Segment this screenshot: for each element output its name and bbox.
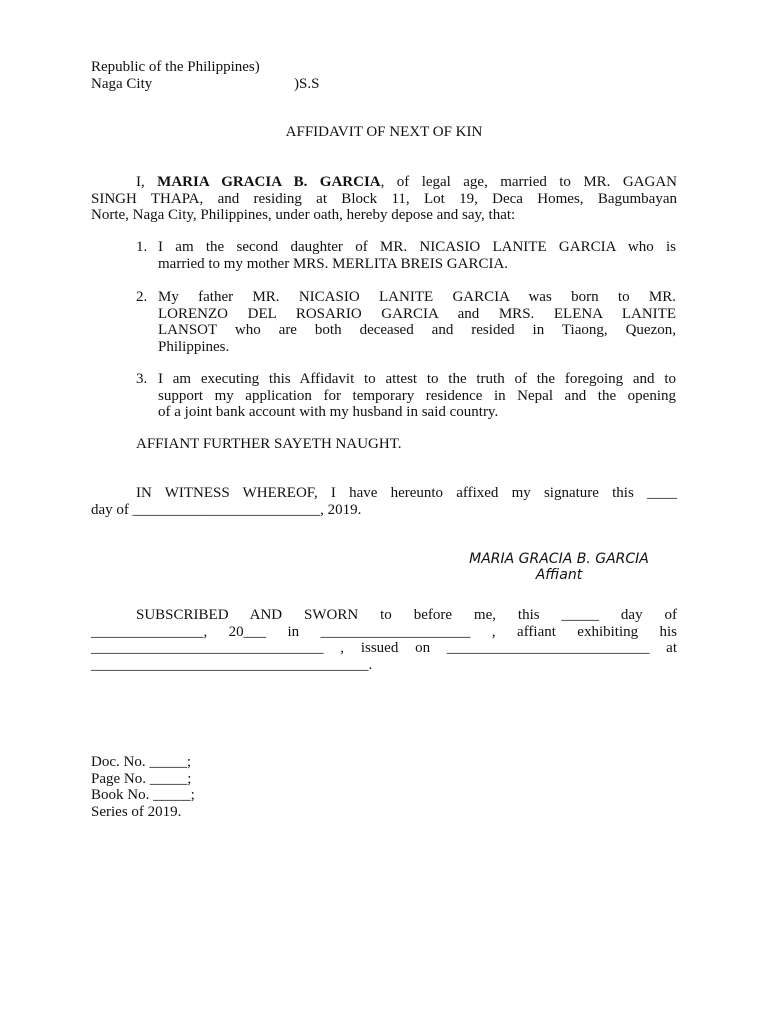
notarial-register [91,754,291,820]
list-item-line: I am executing this Affidavit to attest to the truth of the foregoing and to [158,371,676,387]
list-item-number: 3. [136,371,148,387]
list-item-line: Philippines. [158,338,230,355]
list-item-line: of a joint bank account with my husband in said country. [158,404,499,420]
venue-city: Naga City [91,75,153,92]
signature-block [448,551,670,583]
witness-paragraph [91,485,677,518]
page-number: Page No. _____; [91,770,192,787]
witness-line-1: IN WITNESS WHEREOF, I have hereunto affixed my signature this ____ [136,485,677,501]
list-item-text [158,239,676,272]
intro-line-1 [91,174,677,191]
jurat-line-4: _____________________________________. [91,656,373,673]
intro-prefix: I, [136,174,145,190]
intro-line-1-rest: , of legal age, married to MR. GAGAN [380,174,677,190]
list-item-text [158,371,676,421]
list-item-number: 1. [136,239,148,255]
intro-line-2: SINGH THAPA, and residing at Block 11, Lot 19, Deca Homes, Bagumbayan [91,190,677,207]
jurat-line-3: _______________________________ , issued on ___________________________ at [91,640,677,656]
list-item-line: LANSOT who are both deceased and resided in Tiaong, Quezon, [158,322,676,338]
venue-republic: Republic of the Philippines) [91,59,260,75]
book-number: Book No. _____; [91,787,195,803]
document-title: AFFIDAVIT OF NEXT OF KIN [285,124,483,140]
signatory-name: MARIA GRACIA B. GARCIA [469,551,649,567]
jurat-paragraph [91,607,677,673]
witness-line-2: day of _________________________, 2019. [91,501,362,518]
list-item-line: LORENZO DEL ROSARIO GARCIA and MRS. ELENA LANITE [158,305,676,322]
list-item-line: support my application for temporary residence in Nepal and the opening [158,387,676,404]
affiant-name-bold: MARIA GRACIA B. GARCIA [157,174,381,190]
list-item-line: married to my mother MRS. MERLITA BREIS GARCIA. [158,255,509,272]
jurat-line-2: _______________, 20___ in ____________________ , affiant exhibiting his [91,623,677,640]
series-year: Series of 2019. [91,803,182,820]
venue-ss: )S.S [294,75,320,92]
intro-line-3: Norte, Naga City, Philippines, under oath, hereby depose and say, that: [91,207,516,223]
list-item-line: My father MR. NICASIO LANITE GARCIA was born to MR. [158,289,676,305]
signatory-role: Affiant [535,567,583,583]
jurat-line-1: SUBSCRIBED AND SWORN to before me, this _____ day of [136,607,677,623]
intro-paragraph [91,174,677,224]
venue-city-line [91,76,391,93]
doc-number: Doc. No. _____; [91,754,191,770]
list-item-text [158,289,676,355]
list-item-number: 2. [136,289,148,305]
affiant-further-statement: AFFIANT FURTHER SAYETH NAUGHT. [136,436,402,452]
venue-header [91,59,391,92]
list-item-line: I am the second daughter of MR. NICASIO LANITE GARCIA who is [158,239,676,255]
